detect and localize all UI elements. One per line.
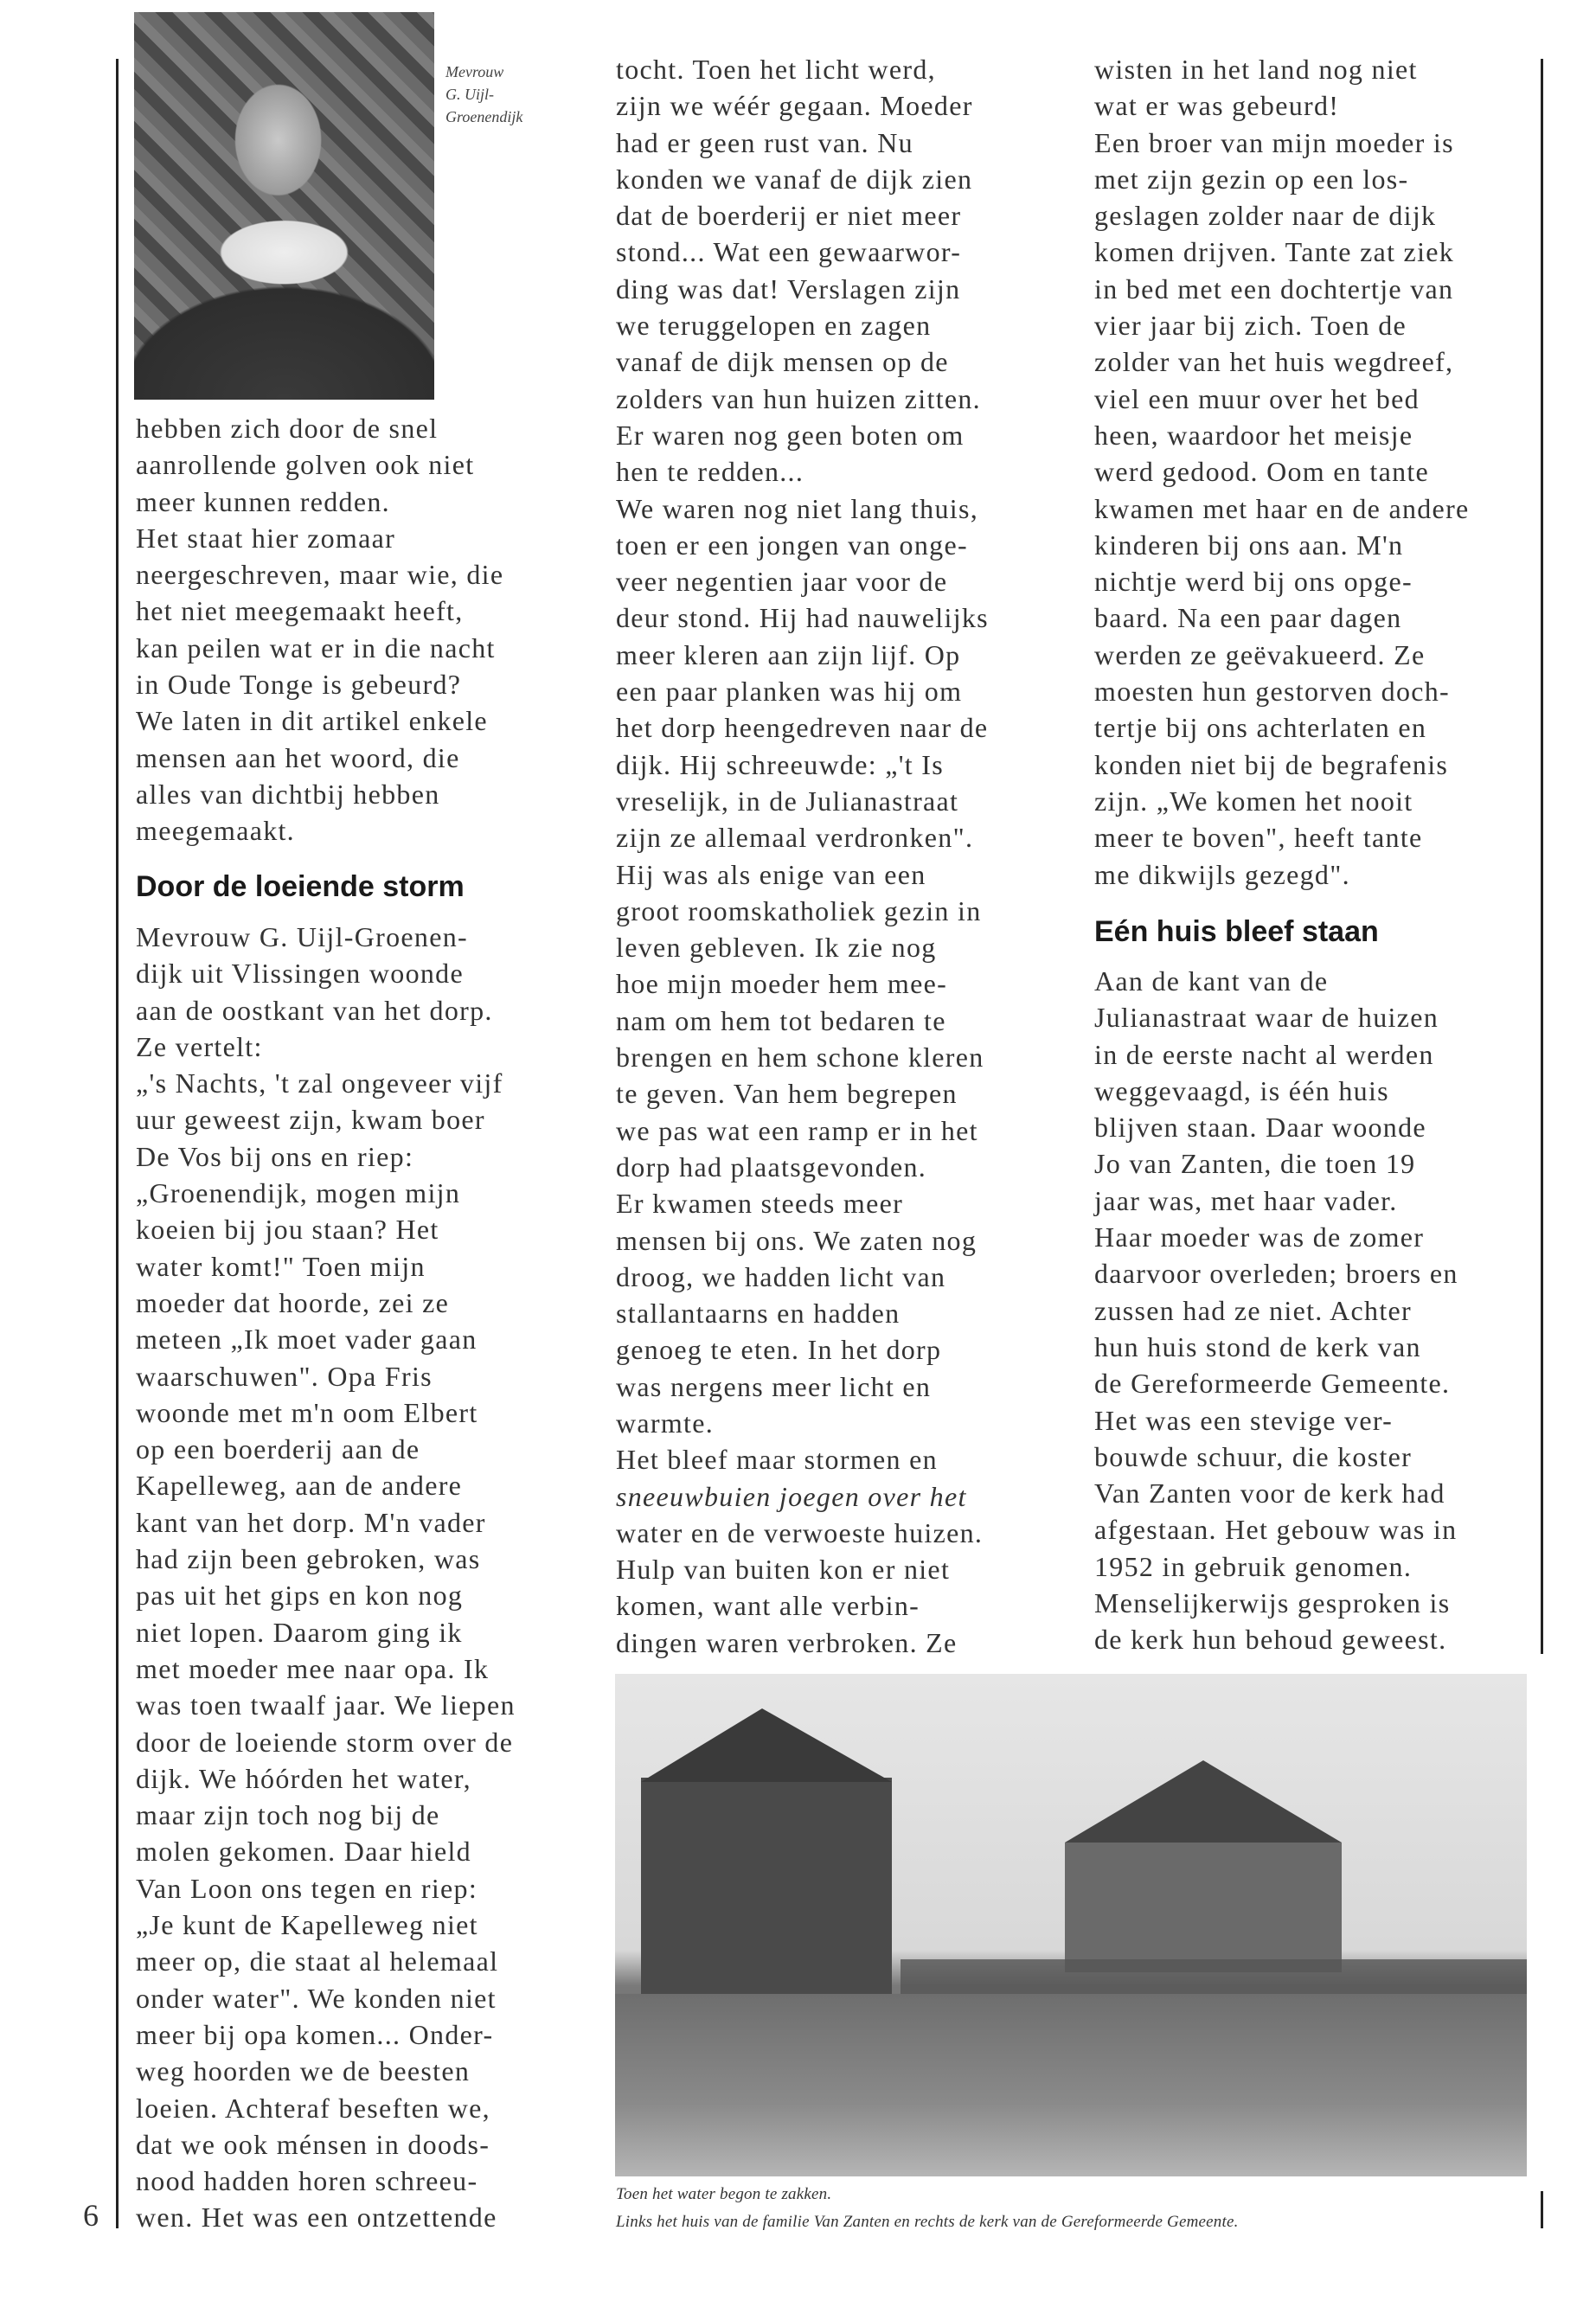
text-line: onder water". We konden niet (136, 1982, 497, 2014)
text-line: kwamen met haar en de andere (1094, 492, 1470, 524)
text-line: pas uit het gips en kon nog (136, 1580, 464, 1612)
text-line: vreselijk, in de Julianastraat (616, 785, 959, 817)
text-line: was toen twaalf jaar. We liepen (136, 1689, 516, 1721)
text-line: dijk. Hij schreeuwde: „'t Is (616, 748, 944, 780)
text-line: kinderen bij ons aan. M'n (1094, 529, 1404, 561)
text-line: weg hoorden we de beesten (136, 2055, 471, 2087)
text-line: we teruggelopen en zagen (616, 310, 932, 342)
text-line: met moeder mee naar opa. Ik (136, 1652, 490, 1684)
text-line: zijn we wéér gegaan. Moeder (616, 90, 973, 122)
text-line: geslagen zolder naar de dijk (1094, 200, 1437, 232)
left-column-rule (116, 59, 119, 2228)
text-line: Het staat hier zomaar (136, 522, 396, 554)
text-line: We waren nog niet lang thuis, (616, 492, 979, 524)
text-line: mensen bij ons. We zaten nog (616, 1224, 977, 1256)
text-line: bouwde schuur, die koster (1094, 1440, 1413, 1472)
text-line: uur geweest zijn, kwam boer (136, 1104, 485, 1136)
text-line: Mevrouw G. Uijl-Groenen- (136, 921, 468, 952)
text-line: meer kunnen redden. (136, 485, 390, 517)
section-heading: Door de loeiende storm (136, 870, 465, 903)
text-line: Menselijkerwijs gesproken is (1094, 1587, 1451, 1619)
text-line: water en de verwoeste huizen. (616, 1516, 984, 1548)
text-line: nam om hem tot bedaren te (616, 1004, 946, 1036)
text-line: tertje bij ons achterlaten en (1094, 712, 1427, 744)
text-line: te geven. Van hem begrepen (616, 1078, 958, 1110)
text-line: weggevaagd, is één huis (1094, 1074, 1389, 1106)
text-line: meer op, die staat al helemaal (136, 1945, 499, 1977)
text-line: meegemaakt. (136, 815, 295, 847)
text-line: het dorp heengedreven naar de (616, 712, 989, 744)
text-line: hoe mijn moeder hem mee- (616, 968, 948, 1000)
text-line: veer negentien jaar voor de (616, 566, 948, 598)
church-roof (1065, 1760, 1342, 1843)
text-line: Aan de kant van de (1094, 965, 1329, 997)
text-line: had er geen rust van. Nu (616, 126, 913, 158)
portrait-caption-line: Mevrouw (445, 63, 504, 80)
text-line: de kerk hun behoud geweest. (1094, 1624, 1447, 1656)
text-line: de Gereformeerde Gemeente. (1094, 1368, 1451, 1400)
text-line: dat we ook ménsen in doods- (136, 2128, 490, 2160)
text-line: tocht. Toen het licht werd, (616, 54, 936, 85)
text-line: Er kwamen steeds meer (616, 1188, 904, 1220)
text-block (136, 919, 586, 2236)
text-line: wat er was gebeurd! (1094, 90, 1340, 122)
text-line: koeien bij jou staan? Het (136, 1214, 439, 1246)
water-surface (615, 1994, 1527, 2176)
text-line: heen, waardoor het meisje (1094, 419, 1413, 451)
text-line: kan peilen wat er in die nacht (136, 631, 496, 663)
text-line: Een broer van mijn moeder is (1094, 126, 1454, 158)
text-line: nichtje werd bij ons opge- (1094, 566, 1413, 598)
text-line: zijn. „We komen het nooit (1094, 785, 1413, 817)
text-line: loeien. Achteraf beseften we, (136, 2092, 490, 2124)
text-line: alles van dichtbij hebben (136, 778, 440, 810)
text-line: viel een muur over het bed (1094, 382, 1420, 414)
text-line: door de loeiende storm over de (136, 1726, 514, 1758)
text-line: deur stond. Hij had nauwelijks (616, 602, 989, 634)
text-line: toen er een jongen van onge- (616, 529, 968, 561)
church-building (1065, 1843, 1342, 1972)
text-line: maar zijn toch nog bij de (136, 1799, 440, 1831)
text-line: baard. Na een paar dagen (1094, 602, 1402, 634)
text-line: brengen en hem schone kleren (616, 1042, 984, 1074)
text-line: was nergens meer licht en (616, 1370, 932, 1402)
text-line: Kapelleweg, aan de andere (136, 1470, 463, 1502)
text-line: stallantaarns en hadden (616, 1298, 901, 1330)
text-line: Er waren nog geen boten om (616, 419, 965, 451)
text-line: Het bleef maar stormen en (616, 1444, 938, 1476)
text-line: mensen aan het woord, die (136, 741, 460, 773)
text-line: Het was een stevige ver- (1094, 1404, 1394, 1436)
text-line: met zijn gezin op een los- (1094, 163, 1409, 195)
text-line: blijven staan. Daar woonde (1094, 1112, 1426, 1144)
text-line: we pas wat een ramp er in het (616, 1114, 978, 1146)
portrait-photo (134, 12, 434, 400)
text-line: Ze vertelt: (136, 1030, 263, 1062)
text-line: „Groenendijk, mogen mijn (136, 1177, 461, 1209)
text-line: Van Loon ons tegen en riep: (136, 1872, 478, 1904)
text-line: sneeuwbuien joegen over het (616, 1480, 967, 1512)
text-line: meer kleren aan zijn lijf. Op (616, 638, 961, 670)
text-line: een paar planken was hij om (616, 676, 963, 708)
text-line: molen gekomen. Daar hield (136, 1836, 471, 1868)
text-line: konden niet bij de begrafenis (1094, 748, 1449, 780)
portrait-caption-line: G. Uijl- (445, 86, 494, 103)
text-line: „'s Nachts, 't zal ongeveer vijf (136, 1067, 503, 1099)
text-line: Van Zanten voor de kerk had (1094, 1477, 1445, 1509)
text-line: kant van het dorp. M'n vader (136, 1506, 486, 1538)
text-line: werden ze geëvakueerd. Ze (1094, 638, 1426, 670)
text-line: zussen had ze niet. Achter (1094, 1294, 1413, 1326)
text-line: wisten in het land nog niet (1094, 54, 1418, 85)
text-line: werd gedood. Oom en tante (1094, 456, 1430, 488)
text-line: komen, want alle verbin- (616, 1590, 920, 1622)
text-line: stond... Wat een gewaarwor- (616, 236, 962, 268)
text-line: „Je kunt de Kapelleweg niet (136, 1909, 478, 1941)
text-line: in bed met een dochtertje van (1094, 272, 1454, 304)
text-line: zolder van het huis wegdreef, (1094, 346, 1454, 378)
text-line: vanaf de dijk mensen op de (616, 346, 949, 378)
text-line: Jo van Zanten, die toen 19 (1094, 1148, 1416, 1180)
text-line: dijk. We hóórden het water, (136, 1762, 471, 1794)
text-line: warmte. (616, 1407, 715, 1439)
text-block (136, 410, 586, 849)
text-line: dingen waren verbroken. Ze (616, 1626, 958, 1658)
text-line: groot roomskatholiek gezin in (616, 894, 982, 926)
house-roof (641, 1708, 892, 1782)
debris (901, 1959, 1527, 1994)
photo-caption-line-2: Links het huis van de familie Van Zanten en rechts de kerk van de Gereformeerde Gemeente. (616, 2213, 1239, 2231)
portrait-caption-line: Groenendijk (445, 108, 523, 125)
text-line: konden we vanaf de dijk zien (616, 163, 973, 195)
text-line: meteen „Ik moet vader gaan (136, 1324, 478, 1356)
text-line: daarvoor overleden; broers en (1094, 1258, 1458, 1290)
text-line: moesten hun gestorven doch- (1094, 676, 1451, 708)
text-line: De Vos bij ons en riep: (136, 1140, 414, 1172)
section-heading: Eén huis bleef staan (1094, 915, 1379, 948)
text-line: op een boerderij aan de (136, 1433, 420, 1465)
text-line: nood hadden horen schreeu- (136, 2165, 478, 2197)
text-line: het niet meegemaakt heeft, (136, 595, 464, 627)
text-block (1094, 963, 1544, 1658)
text-line: water komt!" Toen mijn (136, 1250, 426, 1282)
text-line: dorp had plaatsgevonden. (616, 1150, 927, 1183)
text-block (1094, 51, 1544, 893)
text-line: in de eerste nacht al werden (1094, 1038, 1434, 1070)
text-line: woonde met m'n oom Elbert (136, 1396, 478, 1428)
text-line: Hij was als enige van een (616, 858, 926, 890)
text-line: zijn ze allemaal verdronken". (616, 822, 974, 854)
text-line: meer bij opa komen... Onder- (136, 2018, 494, 2050)
text-line: leven gebleven. Ik zie nog (616, 932, 937, 964)
text-line: vier jaar bij zich. Toen de (1094, 310, 1407, 342)
text-line: genoeg te eten. In het dorp (616, 1334, 942, 1366)
text-line: droog, we hadden licht van (616, 1260, 946, 1292)
text-line: meer te boven", heeft tante (1094, 822, 1423, 854)
text-line: niet lopen. Daarom ging ik (136, 1616, 463, 1648)
text-line: Haar moeder was de zomer (1094, 1221, 1425, 1253)
page-number: 6 (83, 2198, 99, 2233)
text-line: me dikwijls gezegd". (1094, 858, 1350, 890)
text-line: Julianastraat waar de huizen (1094, 1002, 1439, 1034)
text-line: aan de oostkant van het dorp. (136, 994, 493, 1026)
text-line: hebben zich door de snel (136, 413, 439, 444)
text-line: Hulp van buiten kon er niet (616, 1554, 951, 1586)
text-line: dijk uit Vlissingen woonde (136, 958, 464, 990)
text-line: wen. Het was een ontzettende (136, 2202, 497, 2234)
text-line: in Oude Tonge is gebeurd? (136, 669, 462, 701)
text-line: hen te redden... (616, 456, 804, 488)
photo-caption-line-1: Toen het water begon te zakken. (616, 2185, 832, 2203)
text-line: hun huis stond de kerk van (1094, 1330, 1421, 1362)
text-line: We laten in dit artikel enkele (136, 705, 488, 737)
text-line: afgestaan. Het gebouw was in (1094, 1514, 1458, 1546)
text-line: moeder dat hoorde, zei ze (136, 1286, 450, 1318)
text-line: ding was dat! Verslagen zijn (616, 272, 961, 304)
right-column-rule-bottom (1541, 2191, 1543, 2228)
text-line: dat de boerderij er niet meer (616, 200, 962, 232)
text-line: jaar was, met haar vader. (1094, 1184, 1398, 1216)
text-block (616, 51, 1066, 1661)
text-line: waarschuwen". Opa Fris (136, 1360, 433, 1392)
text-line: komen drijven. Tante zat ziek (1094, 236, 1455, 268)
flood-photo (615, 1674, 1527, 2176)
portrait-caption (445, 61, 522, 128)
text-line: had zijn been gebroken, was (136, 1543, 481, 1575)
text-line: zolders van hun huizen zitten. (616, 382, 981, 414)
text-line: 1952 in gebruik genomen. (1094, 1550, 1413, 1582)
text-line: neergeschreven, maar wie, die (136, 559, 504, 591)
text-line: aanrollende golven ook niet (136, 449, 475, 481)
